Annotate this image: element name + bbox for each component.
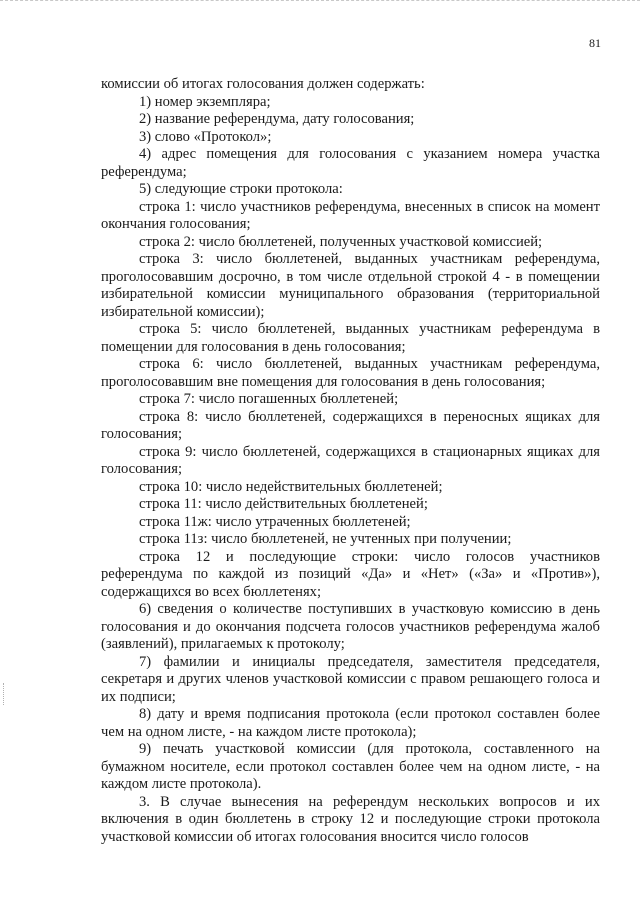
list-item: 5) следующие строки протокола: bbox=[139, 181, 343, 197]
protocol-line-item: строка 11з: число бюллетеней, не учтенных при получении; bbox=[139, 531, 512, 547]
protocol-line-item: строка 5: число бюллетеней, выданных участникам референдума в помещении для голосования в день голосования; bbox=[101, 321, 600, 355]
list-item: 1) номер экземпляра; bbox=[139, 93, 271, 110]
list-item: 7) фамилии и инициалы председателя, заместителя председателя, секретаря и других членов участковой комиссии с правом решающего голоса и их подписи; bbox=[101, 653, 600, 705]
page-number: 81 bbox=[589, 36, 601, 50]
margin-mark bbox=[3, 683, 4, 705]
protocol-line-item: строка 10: число недействительных бюллетеней; bbox=[139, 478, 443, 495]
list-item: 9) печать участковой комиссии (для протокола, составленного на бумажном носителе, если протокол составлен более чем на одном листе, - на каждом листе протокола). bbox=[101, 741, 600, 792]
list-item: 6) сведения о количестве поступивших в участковую комиссию в день голосования и до окончания подсчета голосов участников референдума жалоб (заявлений), прилагаемых к протоколу; bbox=[101, 601, 600, 652]
protocol-line-item: строка 2: число бюллетеней, полученных участковой комиссией; bbox=[139, 233, 543, 250]
list-item: 4) адрес помещения для голосования с указанием номера участка референдума; bbox=[101, 146, 600, 180]
scan-edge bbox=[0, 0, 640, 6]
paragraph: 3. В случае вынесения на референдум нескольких вопросов и их включения в один бюллетень в строку 12 и последующие строки протокола участковой комиссии об итогах голосования вносится число голосов bbox=[101, 793, 600, 845]
protocol-line-item: строка 12 и последующие строки: число голосов участников референдума по каждой из позиций «Да» и «Нет» («За» и «Против»), содержащихся во всех бюллетенях; bbox=[101, 548, 600, 600]
protocol-line-item: строка 7: число погашенных бюллетеней; bbox=[139, 391, 399, 407]
protocol-line-item: строка 9: число бюллетеней, содержащихся в стационарных ящиках для голосования; bbox=[101, 443, 600, 477]
list-item: 3) слово «Протокол»; bbox=[139, 128, 272, 145]
protocol-line-item: строка 1: число участников референдума, внесенных в список на момент окончания голосования; bbox=[101, 198, 600, 232]
paragraph: комиссии об итогах голосования должен содержать: bbox=[101, 76, 425, 92]
document-body bbox=[101, 76, 600, 846]
protocol-line-item: строка 8: число бюллетеней, содержащихся в переносных ящиках для голосования; bbox=[101, 408, 600, 442]
list-item: 8) дату и время подписания протокола (если протокол составлен более чем на одном листе, - на каждом листе протокола); bbox=[101, 706, 600, 740]
list-item: 2) название референдума, дату голосования; bbox=[139, 111, 415, 127]
protocol-line-item: строка 6: число бюллетеней, выданных участникам референдума, проголосовавшим вне помещения для голосования в день голосования; bbox=[101, 356, 600, 390]
protocol-line-item: строка 3: число бюллетеней, выданных участникам референдума, проголосовавшим досрочно, в том числе отдельной строкой 4 - в помещении избирательной комиссии муниципального образования (территориальной избирательной комиссии); bbox=[101, 251, 600, 320]
protocol-line-item: строка 11: число действительных бюллетеней; bbox=[139, 496, 428, 512]
protocol-line-item: строка 11ж: число утраченных бюллетеней; bbox=[139, 513, 411, 530]
